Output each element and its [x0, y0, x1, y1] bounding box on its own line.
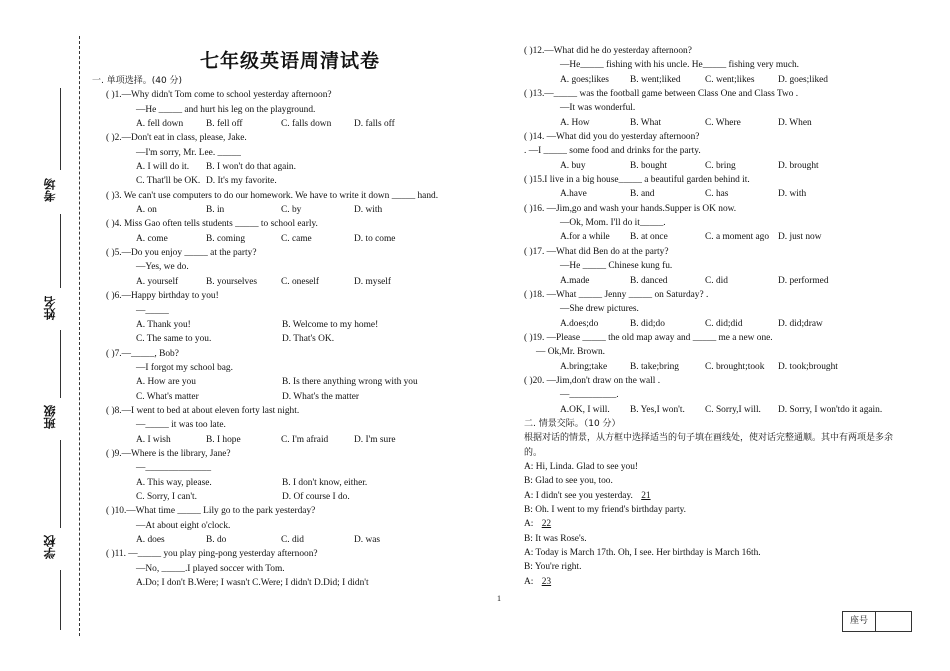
question-line: [524, 345, 924, 359]
answer-option: D. When: [778, 117, 812, 128]
answer-option: B. did;do: [630, 318, 665, 329]
line-text: A:: [524, 576, 534, 587]
answer-option: D. brought: [778, 160, 819, 171]
question-line: [92, 131, 502, 145]
right-column: [524, 44, 924, 589]
question-line: [92, 246, 502, 260]
answer-option: C. falls down: [281, 119, 332, 130]
answer-option: D. It's my favorite.: [206, 176, 277, 187]
line-text: ( )12.—What did he do yesterday afternoon?: [524, 46, 692, 56]
question-line: [524, 460, 924, 474]
gutter-line: [60, 440, 61, 528]
line-text: —He _____ and hurt his leg on the playground.: [136, 104, 316, 115]
line-text: A:: [524, 519, 534, 530]
question-line: [524, 474, 924, 488]
question-line: [92, 174, 502, 188]
answer-option: A. on: [136, 205, 157, 216]
question-line: [92, 332, 502, 346]
page-number: 1: [497, 594, 501, 603]
line-text: ( )9.—Where is the library, Jane?: [106, 448, 231, 459]
line-text: ( )10.—What time _____ Lily go to the park yesterday?: [106, 506, 316, 517]
answer-option: A. I will do it.: [136, 162, 190, 173]
binding-dashed-line: [79, 36, 80, 636]
question-line: [92, 404, 502, 418]
line-text: —Yes, we do.: [136, 262, 189, 273]
answer-option: A.made: [560, 275, 590, 286]
question-line: [524, 187, 924, 201]
answer-option: A. This way, please.: [136, 477, 212, 488]
line-text: ( )1.—Why didn't Tom come to school yesterday afternoon?: [106, 90, 332, 101]
answer-option: C. oneself: [281, 276, 320, 287]
question-line: [524, 388, 924, 402]
question-line: [524, 73, 924, 87]
question-line: [524, 417, 924, 431]
question-line: [524, 446, 924, 460]
answer-option: C. What's matter: [136, 391, 199, 402]
question-line: [92, 74, 502, 88]
line-text: —No, _____.I played soccer with Tom.: [136, 563, 285, 574]
question-line: [92, 504, 502, 518]
line-text: 一. 单项选择。(40 分): [92, 76, 183, 86]
line-text: ( )5.—Do you enjoy _____ at the party?: [106, 248, 257, 259]
question-line: [92, 318, 502, 332]
answer-option: D. performed: [778, 275, 829, 286]
question-line: [92, 347, 502, 361]
line-text: ( )11. —_____ you play ping-pong yesterday afternoon?: [106, 549, 318, 560]
answer-option: B. yourselves: [206, 276, 258, 287]
answer-option: D. That's OK.: [282, 334, 335, 345]
line-text: A: I didn't see you yesterday.: [524, 490, 633, 501]
answer-option: C. a moment ago: [705, 232, 770, 243]
line-text: —He _____ Chinese kung fu.: [560, 261, 673, 272]
gutter-label: 考场: [43, 178, 57, 202]
answer-option: D. Of course I do.: [282, 491, 350, 502]
answer-option: A.does;do: [560, 318, 599, 329]
answer-option: B. went;liked: [630, 74, 681, 85]
question-line: [524, 575, 924, 589]
question-line: [92, 433, 502, 447]
question-line: [524, 331, 924, 345]
answer-option: B. in: [206, 205, 225, 216]
answer-option: C. brought;took: [705, 361, 765, 372]
answer-option: D. goes;liked: [778, 74, 828, 85]
answer-option: D. falls off: [354, 119, 395, 130]
line-text: —I'm sorry, Mr. Lee. _____: [136, 147, 241, 158]
answer-option: D. Sorry, I won'tdo it again.: [778, 404, 883, 415]
line-text: B: Glad to see you, too.: [524, 476, 613, 487]
question-line: [92, 260, 502, 274]
answer-option: A. I wish: [136, 434, 171, 445]
line-text: ( )17. —What did Ben do at the party?: [524, 246, 669, 257]
answer-blank[interactable]: 21: [641, 490, 651, 501]
question-line: [524, 173, 924, 187]
answer-option: A. does: [136, 535, 165, 545]
answer-option: C. Sorry, I can't.: [136, 491, 197, 502]
line-text: —______________: [136, 463, 211, 474]
line-text: —_____ it was too late.: [136, 420, 226, 431]
question-line: [524, 58, 924, 72]
question-line: [524, 130, 924, 144]
answer-option: D. just now: [778, 232, 822, 243]
question-line: [524, 532, 924, 546]
answer-option: B. I don't know, either.: [282, 477, 368, 488]
answer-option: A.OK, I will.: [560, 404, 610, 415]
question-line: [92, 275, 502, 289]
question-line: [524, 374, 924, 388]
answer-option: B. do: [206, 535, 227, 545]
line-text: —It was wonderful.: [560, 103, 636, 114]
line-text: —Ok, Mom. I'll do it_____.: [560, 218, 666, 229]
question-line: [92, 160, 502, 174]
answer-option: B. What: [630, 117, 662, 128]
question-line: [92, 461, 502, 475]
line-text: —__________.: [560, 390, 619, 401]
gutter-label: 班级: [43, 405, 57, 429]
answer-option: D. took;brought: [778, 361, 838, 372]
answer-option: B. Welcome to my home!: [282, 319, 379, 330]
question-line: [92, 418, 502, 432]
answer-option: D. I'm sure: [354, 434, 396, 445]
line-text: —I forgot my school bag.: [136, 362, 233, 373]
gutter-line: [60, 570, 61, 630]
line-text: —She drew pictures.: [560, 304, 639, 315]
line-text: — Ok,Mr. Brown.: [536, 347, 606, 358]
question-line: [524, 101, 924, 115]
answer-option: A. How are you: [136, 377, 196, 388]
answer-option: C. has: [705, 189, 729, 200]
question-line: [92, 519, 502, 533]
answer-option: B. take;bring: [630, 361, 679, 372]
question-line: [524, 159, 924, 173]
line-text: A: Today is March 17th. Oh, I see. Her birthday is March 16th.: [524, 548, 761, 559]
line-text: —At about eight o'clock.: [136, 520, 231, 531]
question-line: [92, 146, 502, 160]
question-line: [524, 317, 924, 331]
answer-option: D. to come: [354, 233, 396, 244]
answer-option: B. Is there anything wrong with you: [282, 377, 418, 388]
answer-option: B. at once: [630, 232, 668, 243]
answer-option: C. by: [281, 205, 302, 216]
answer-option: C. did: [705, 275, 728, 286]
question-line: [524, 403, 924, 417]
line-text: 根据对话的情景，从方框中选择适当的句子填在画线处，使对话完整通顺。其中有两项是多余: [524, 433, 894, 444]
question-line: [524, 230, 924, 244]
question-line: [92, 117, 502, 131]
answer-option: A. goes;likes: [560, 74, 609, 85]
answer-option: B. bought: [630, 160, 667, 171]
line-text: —_____: [136, 305, 169, 316]
question-line: [92, 447, 502, 461]
answer-option: C. came: [281, 233, 312, 244]
answer-option: A. buy: [560, 160, 586, 171]
line-text: ( )20. —Jim,don't draw on the wall .: [524, 375, 661, 386]
line-text: ( )4. Miss Gao often tells students _____ to school early.: [106, 219, 318, 230]
answer-option: D. What's the matter: [282, 391, 360, 402]
question-line: [92, 189, 502, 203]
answer-blank[interactable]: 22: [541, 519, 552, 530]
question-line: [524, 245, 924, 259]
answer-option: C. bring: [705, 160, 736, 171]
question-line: [524, 216, 924, 230]
answer-option: C. Where: [705, 117, 741, 128]
question-line: [524, 517, 924, 531]
question-line: [92, 375, 502, 389]
question-line: [92, 576, 502, 590]
gutter-line: [60, 330, 61, 398]
line-text: 二. 情景交际。（10 分）: [524, 418, 621, 429]
answer-option: B. I won't do that again.: [206, 162, 296, 173]
line-text: ( )16. —Jim,go and wash your hands.Supper is OK now.: [524, 203, 737, 214]
line-text: ( )2.—Don't eat in class, please, Jake.: [106, 133, 247, 144]
answer-option: A. come: [136, 233, 168, 244]
answer-option: C. The same to you.: [136, 334, 212, 345]
line-text: . —I _____ some food and drinks for the party.: [524, 146, 701, 157]
question-line: [524, 489, 924, 503]
answer-option: A.for a while: [560, 232, 610, 243]
line-text: ( )18. —What _____ Jenny _____ on Saturday? .: [524, 289, 709, 300]
gutter-label: 姓名: [43, 296, 57, 320]
line-text: B: Oh. I went to my friend's birthday party.: [524, 505, 686, 515]
question-line: [524, 360, 924, 374]
line-text: —He_____ fishing with his uncle. He_____ fishing very much.: [560, 60, 800, 71]
question-line: [524, 546, 924, 560]
answer-option: C. went;likes: [705, 74, 755, 85]
question-line: [524, 87, 924, 101]
answer-option: C. Sorry,I will.: [705, 404, 761, 415]
answer-option: C. That'll be OK.: [136, 176, 201, 187]
gutter-line: [60, 214, 61, 288]
line-text: ( )6.—Happy birthday to you!: [106, 291, 219, 302]
line-text: B: You're right.: [524, 562, 582, 573]
question-line: [92, 547, 502, 561]
question-line: [524, 560, 924, 574]
answer-option: D. myself: [354, 276, 391, 287]
question-line: [524, 302, 924, 316]
answer-blank[interactable]: 23: [541, 576, 552, 587]
question-line: [524, 144, 924, 158]
question-line: [92, 203, 502, 217]
question-line: [92, 562, 502, 576]
question-line: [524, 274, 924, 288]
line-text: ( )7.—_____, Bob?: [106, 348, 179, 359]
question-line: [524, 259, 924, 273]
line-text: ( )13.—_____ was the football game between Class One and Class Two .: [524, 89, 799, 100]
left-column: [92, 74, 502, 590]
line-text: 的。: [524, 447, 543, 458]
answer-option: B. and: [630, 189, 655, 200]
question-line: [92, 88, 502, 102]
answer-option: B. danced: [630, 275, 668, 286]
question-line: [92, 304, 502, 318]
answer-option: A. Thank you!: [136, 319, 191, 330]
line-text: ( )8.—I went to bed at about eleven forty last night.: [106, 405, 300, 416]
gutter-line: [60, 88, 61, 170]
question-line: [92, 361, 502, 375]
answer-option: A.bring;take: [560, 361, 608, 372]
seat-label: 座号: [843, 612, 876, 631]
line-text: ( )14. —What did you do yesterday afternoon?: [524, 132, 700, 143]
page-title: 七年级英语周清试卷: [199, 50, 380, 72]
answer-option: D. with: [354, 205, 383, 216]
question-line: [92, 289, 502, 303]
answer-option: B. I hope: [206, 434, 241, 445]
question-line: [92, 490, 502, 504]
question-line: [524, 202, 924, 216]
answer-option: D. with: [778, 189, 807, 200]
line-text: B: It was Rose's.: [524, 533, 587, 544]
question-line: [92, 232, 502, 246]
line-text: ( )19. —Please _____ the old map away and _____ me a new one.: [524, 332, 773, 343]
answer-option: C. I'm afraid: [281, 434, 329, 445]
question-line: [524, 116, 924, 130]
question-line: [524, 44, 924, 58]
answer-option: B. fell off: [206, 119, 243, 130]
answer-option: A.have: [560, 189, 587, 200]
question-line: [92, 217, 502, 231]
question-line: [92, 476, 502, 490]
answer-option: C. did: [281, 535, 304, 545]
question-line: [92, 533, 502, 547]
answer-option: C. did;did: [705, 318, 743, 329]
gutter-label: 学校: [43, 535, 57, 559]
question-line: [524, 503, 924, 517]
answer-option: D. was: [354, 535, 381, 545]
answer-option: A. yourself: [136, 276, 179, 287]
answer-option: A. fell down: [136, 119, 184, 130]
question-line: [524, 288, 924, 302]
line-text: ( )3. We can't use computers to do our homework. We have to write it down _____ hand.: [106, 190, 439, 201]
line-text: ( )15.I live in a big house_____ a beautiful garden behind it.: [524, 175, 750, 186]
question-line: [92, 103, 502, 117]
answer-option: B. coming: [206, 233, 246, 244]
line-text: A.Do; I don't B.Were; I wasn't C.Were; I didn't D.Did; I didn't: [136, 578, 369, 589]
question-line: [92, 390, 502, 404]
question-line: [524, 431, 924, 445]
seat-number-box: [842, 611, 912, 632]
line-text: A: Hi, Linda. Glad to see you!: [524, 461, 639, 472]
answer-option: A. How: [560, 117, 590, 128]
answer-option: B. Yes,I won't.: [630, 404, 685, 415]
answer-option: D. did;draw: [778, 318, 823, 329]
